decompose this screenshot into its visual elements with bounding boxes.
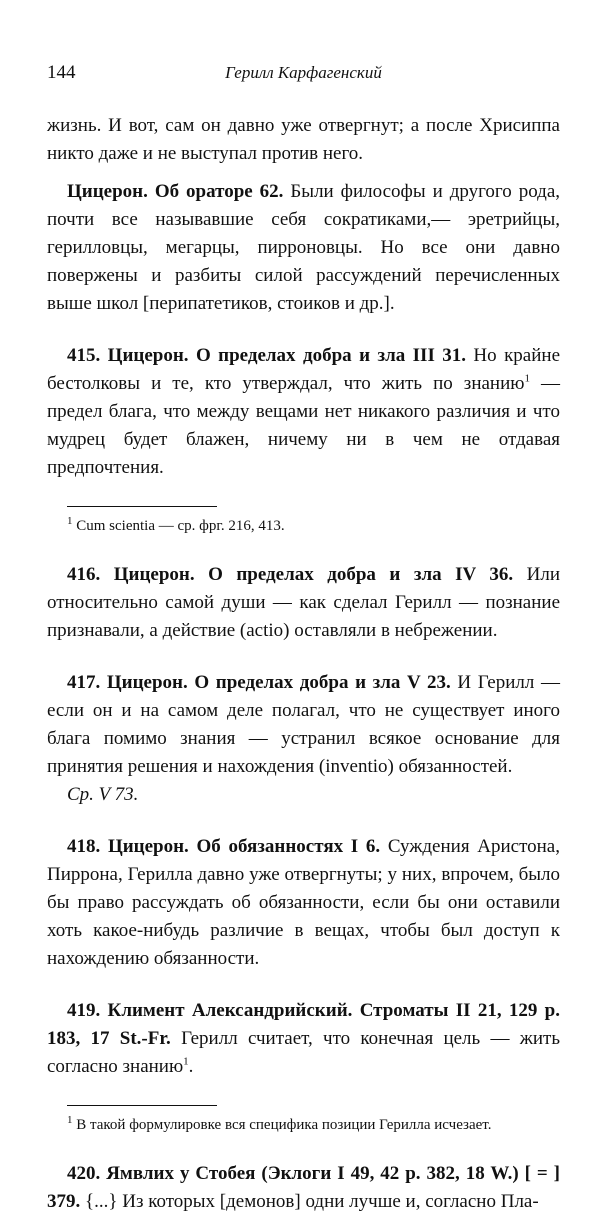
fragment-heading: 419. Климент Александрийский. Строматы II 21, 129 p. 183, 17 St.-Fr. bbox=[47, 1000, 560, 1049]
fragment-text: . bbox=[188, 1056, 194, 1077]
fragment-text: Герилл считает, что конечная цель — жить согласно знанию bbox=[47, 1028, 560, 1077]
fragment-418 bbox=[47, 833, 560, 973]
page-number: 144 bbox=[47, 62, 76, 83]
fragment-text: И Герилл — если он и на самом деле полагал, что не существует иного блага помимо знания — устранил всякое основание для принятия решения и нахождения (inventio) обязанностей. bbox=[47, 672, 560, 777]
paragraph-continuation bbox=[47, 112, 560, 168]
fragment-text: Или относительно самой души — как сделал Герилл — познание признавали, а действие (actio) оставляли в небрежении. bbox=[47, 564, 560, 641]
footnote-rule bbox=[67, 1105, 217, 1106]
fragment-heading: 420. Ямвлих у Стобея (Эклоги I 49, 42 p. 382, 18 W.) [ = ] 379. bbox=[47, 1163, 560, 1212]
fragment-419 bbox=[47, 997, 560, 1081]
paragraph-cicero-orator bbox=[47, 178, 560, 318]
fragment-417 bbox=[47, 669, 560, 781]
fragment-text: Но крайне бестолковы и те, кто утверждал, что жить по знанию bbox=[47, 345, 561, 394]
fragment-heading: 415. Цицерон. О пределах добра и зла III 31. bbox=[67, 345, 467, 366]
fragment-heading: 417. Цицерон. О пределах добра и зла V 23. bbox=[67, 672, 451, 693]
footnote-rule bbox=[67, 506, 217, 507]
footnote-419 bbox=[67, 1114, 560, 1136]
footnote-ref: 1 bbox=[183, 1055, 189, 1068]
footnote-mark: 1 bbox=[67, 515, 73, 527]
fragment-415 bbox=[47, 342, 560, 482]
running-title: Герилл Карфагенский bbox=[225, 63, 382, 82]
source-heading: Цицерон. Об ораторе 62. bbox=[67, 181, 284, 202]
footnote-415 bbox=[67, 515, 560, 537]
paragraph-text: Были философы и другого рода, почти все называвшие себя сократиками,— эретрийцы, герилловцы, мегарцы, пирроновцы. Но все они давно повержены и разбиты силой рассуждений перечисленных выше школ [перипатетиков, стоиков и др.]. bbox=[47, 181, 561, 314]
fragment-416 bbox=[47, 561, 560, 645]
fragment-420 bbox=[47, 1160, 560, 1216]
fragment-text: {...} Из которых [демонов] одни лучше и, согласно Пла- bbox=[80, 1191, 539, 1212]
footnote-text: Cum scientia — ср. фрг. 216, 413. bbox=[72, 518, 285, 534]
fragment-heading: 416. Цицерон. О пределах добра и зла IV 36. bbox=[67, 564, 514, 585]
fragment-text: — предел блага, что между вещами нет никакого различия и что мудрец будет блажен, ничему ни в чем не отдавая предпочтения. bbox=[47, 373, 560, 478]
fragment-heading: 418. Цицерон. Об обязанностях I 6. bbox=[67, 836, 381, 857]
running-head bbox=[47, 62, 560, 90]
footnote-text: В такой формулировке вся специфика позиции Герилла исчезает. bbox=[72, 1117, 492, 1133]
paragraph-text: жизнь. И вот, сам он давно уже отвергнут; а после Хрисиппа никто даже и не выступал против него. bbox=[47, 115, 560, 164]
book-page bbox=[47, 62, 560, 1216]
footnote-mark: 1 bbox=[67, 1114, 73, 1126]
crossref-417: Ср. V 73. bbox=[67, 784, 139, 805]
fragment-text: Суждения Аристона, Пиррона, Герилла давно уже отвергнуты; у них, впрочем, было бы право рассуждать об обязанности, если бы они оставили хоть какое-нибудь различие в вещах, чтобы был доступ к нахождению обязанности. bbox=[47, 836, 560, 969]
footnote-ref: 1 bbox=[524, 372, 530, 385]
